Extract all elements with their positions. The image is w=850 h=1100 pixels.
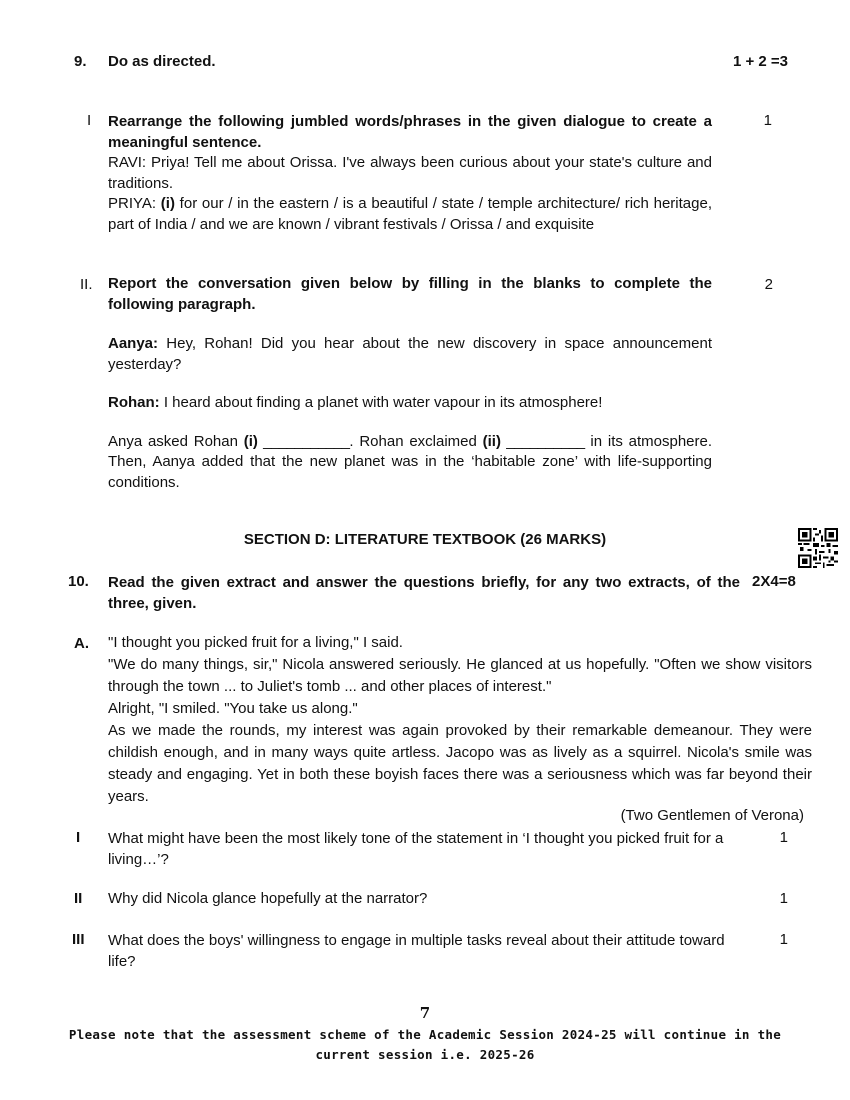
extract-line-1: "I thought you picked fruit for a living," I said. [108, 634, 403, 651]
q9-part-ii-content [108, 274, 712, 493]
question-9-marks: 1 + 2 =3 [732, 53, 788, 70]
blank-i-marker: (i) [243, 432, 258, 450]
blank-ii-marker: (ii) [482, 432, 501, 450]
subquestion-iii-numeral: III [72, 931, 85, 948]
question-10-number: 10. [68, 573, 89, 590]
extract-a-label: A. [74, 635, 89, 652]
rohan-line [108, 393, 712, 414]
subquestion-iii-marks: 1 [779, 931, 788, 948]
qr-code-icon [798, 528, 838, 568]
page-number: 7 [419, 1004, 431, 1022]
subquestion-ii-numeral: II [74, 890, 83, 907]
priya-jumbled-text: for our / in the eastern / is a beautiful / state / temple architecture/ rich heritage, part of India / and we are known / vibrant festivals / Orissa / and exquisite [108, 195, 712, 233]
section-d-heading: SECTION D: LITERATURE TEXTBOOK (26 MARKS) [243, 531, 607, 548]
subquestion-ii-text: Why did Nicola glance hopefully at the narrator? [108, 890, 428, 907]
q9-part-ii-numeral: II. [80, 276, 93, 293]
subquestion-iii-text: What does the boys' willingness to engage in multiple tasks reveal about their attitude toward life? [108, 932, 725, 970]
priya-marker: (i) [160, 195, 175, 212]
rohan-label: Rohan: [108, 394, 160, 411]
q9-part-ii-instruction: Report the conversation given below by filling in the blanks to complete the following paragraph. [108, 275, 712, 313]
blank-i: ___________ [257, 432, 350, 450]
priya-line [108, 194, 712, 235]
subquestion-i-text: What might have been the most likely tone of the statement in ‘I thought you picked fruit for a living…’? [108, 830, 724, 868]
q9-part-ii-marks: 2 [764, 276, 773, 293]
subquestion-i-numeral: I [76, 829, 81, 846]
question-9-number: 9. [74, 53, 87, 70]
q9-part-i-instruction: Rearrange the following jumbled words/phrases in the given dialogue to create a meaningful sentence. [108, 113, 712, 151]
report-part-b: . Rohan exclaimed [349, 432, 483, 450]
question-9-title: Do as directed. [108, 53, 216, 70]
q9-part-i-numeral: I [87, 112, 92, 129]
question-10-title: Read the given extract and answer the questions briefly, for any two extracts, of the three, given. [108, 574, 740, 612]
q9-part-i-marks: 1 [763, 112, 772, 129]
extract-source: (Two Gentlemen of Verona) [620, 807, 804, 824]
ravi-line: RAVI: Priya! Tell me about Orissa. I've always been curious about your state's culture and traditions. [108, 154, 712, 192]
extract-line-2: "We do many things, sir," Nicola answered seriously. He glanced at us hopefully. "Often we show visitors through the town ... to Juliet's tomb ... and other places of interest." [108, 656, 812, 695]
aanya-text: Hey, Rohan! Did you hear about the new discovery in space announcement yesterday? [108, 335, 712, 373]
aanya-label: Aanya: [108, 335, 159, 352]
report-part-a: Anya asked Rohan [108, 432, 244, 450]
footer-note: Please note that the assessment scheme of the Academic Session 2024-25 will continue in the current session i.e. 2025-26 [68, 1027, 782, 1062]
subquestion-ii-marks: 1 [779, 890, 788, 907]
subquestion-i-marks: 1 [779, 829, 788, 846]
extract-line-3: Alright, "I smiled. "You take us along." [108, 700, 358, 717]
rohan-text: I heard about finding a planet with water vapour in its atmosphere! [159, 394, 603, 411]
extract-line-4: As we made the rounds, my interest was again provoked by their remarkable demeanour. They were childish enough, and in many ways quite artless. Jacopo was as lively as a squirrel. Nicola's smile was steady and engaging. Yet in both these boyish faces there was a seriousness which was far beyond their years. [108, 722, 812, 805]
question-10-marks: 2X4=8 [752, 573, 796, 590]
aanya-line [108, 334, 712, 375]
report-part-c: in its atmosphere. Then, Aanya added that the new planet was in the ‘habitable zone’ with life-supporting conditions. [108, 432, 713, 491]
priya-label: PRIYA: [108, 195, 157, 212]
extract-a-text [108, 632, 812, 808]
q9-part-i-content [108, 112, 712, 235]
blank-ii: __________ [500, 432, 585, 450]
report-paragraph [108, 432, 712, 494]
